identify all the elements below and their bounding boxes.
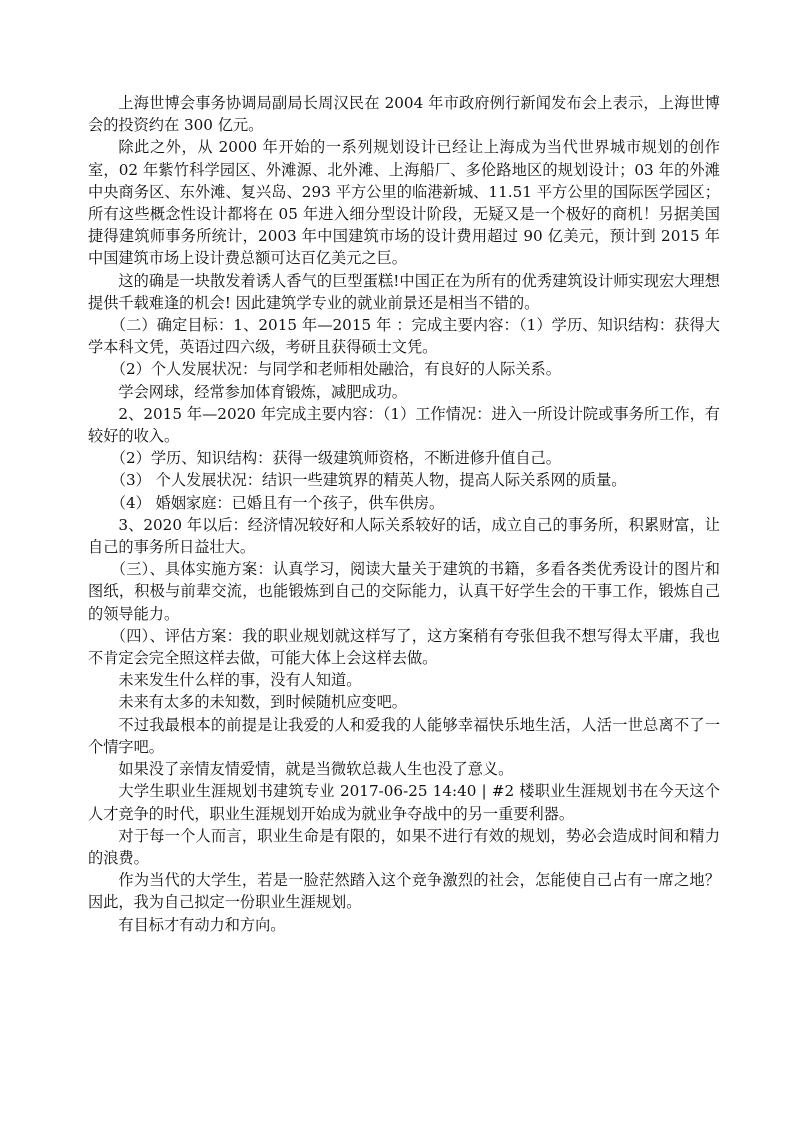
paragraph: 未来有太多的未知数，到时候随机应变吧。 bbox=[118, 693, 407, 712]
paragraph: （2）学历、知识结构：获得一级建筑师资格，不断进修升值自己。 bbox=[110, 449, 561, 468]
document-body bbox=[88, 92, 720, 936]
paragraph: 如果没了亲情友情爱情，就是当微软总裁人生也没了意义。 bbox=[118, 760, 514, 779]
paragraph: 有目标才有动力和方向。 bbox=[118, 915, 286, 934]
paragraph: （3） 个人发展状况：结识一些建筑界的精英人物，提高人际关系网的质量。 bbox=[110, 471, 627, 490]
paragraph: 2、2015 年—2020 年完成主要内容：（1）工作情况：进入一所设计院或事务所工作，有较好的收入。 bbox=[88, 404, 720, 446]
paragraph: 除此之外，从 2000 年开始的一系列规划设计已经让上海成为当代世界城市规划的创作室，02 年紫竹科学园区、外滩源、北外滩、上海船厂、多伦路地区的规划设计；03 年的外滩中央商务区、东外滩、复兴岛、293 平方公里的临港新城、11.51 平方公里的国际医学园区；所有这些概念性设计都将在 05 年进入细分型设计阶段，无疑又是一个极好的商机！另据美国捷得建筑师事务所统计，2003 年中国建筑市场的设计费用超过 90 亿美元，预计到 2015 年中国建筑市场上设计费总额可达百亿美元之巨。 bbox=[88, 138, 720, 268]
paragraph: 对于每一个人而言，职业生命是有限的，如果不进行有效的规划，势必会造成时间和精力的浪费。 bbox=[88, 826, 720, 867]
paragraph: 未来发生什么样的事，没有人知道。 bbox=[118, 671, 362, 690]
paragraph: （四）、评估方案：我的职业规划就这样写了，这方案稍有夸张但我不想写得太平庸，我也不肯定会完全照这样去做，可能大体上会这样去做。 bbox=[88, 626, 720, 668]
paragraph: 这的确是一块散发着诱人香气的巨型蛋糕!中国正在为所有的优秀建筑设计师实现宏大理想提供千载难逢的机会! 因此建筑学专业的就业前景还是相当不错的。 bbox=[88, 271, 720, 312]
paragraph: 不过我最根本的前提是让我爱的人和爱我的人能够幸福快乐地生活，人活一世总离不了一个情字吧。 bbox=[88, 715, 720, 756]
paragraph: 上海世博会事务协调局副局长周汉民在 2004 年市政府例行新闻发布会上表示，上海世博会的投资约在 300 亿元。 bbox=[88, 94, 720, 135]
paragraph: 学会网球，经常参加体育锻炼，减肥成功。 bbox=[118, 382, 407, 401]
paragraph: （三）、具体实施方案：认真学习，阅读大量关于建筑的书籍，多看各类优秀设计的图片和图纸，积极与前辈交流，也能锻炼到自己的交际能力，认真干好学生会的干事工作，锻炼自己的领导能力。 bbox=[88, 560, 720, 623]
paragraph: 作为当代的大学生，若是一脸茫然踏入这个竞争激烈的社会，怎能使自己占有一席之地？因此，我为自己拟定一份职业生涯规划。 bbox=[88, 871, 720, 912]
paragraph: 3、2020 年以后：经济情况较好和人际关系较好的话，成立自己的事务所，积累财富，让自己的事务所日益壮大。 bbox=[88, 515, 720, 557]
paragraph: （2）个人发展状况：与同学和老师相处融洽，有良好的人际关系。 bbox=[110, 360, 561, 379]
paragraph: （4） 婚姻家庭：已婚且有一个孩子，供车供房。 bbox=[110, 493, 445, 512]
paragraph: 大学生职业生涯规划书建筑专业 2017-06-25 14:40 | #2 楼职业生涯规划书在今天这个人才竞争的时代，职业生涯规划开始成为就业争夺战中的另一重要利器。 bbox=[88, 782, 720, 823]
paragraph: （二）确定目标：1、2015 年—2015 年 ：完成主要内容：（1）学历、知识结构：获得大学本科文凭，英语过四六级，考研且获得硕士文凭。 bbox=[88, 316, 720, 357]
